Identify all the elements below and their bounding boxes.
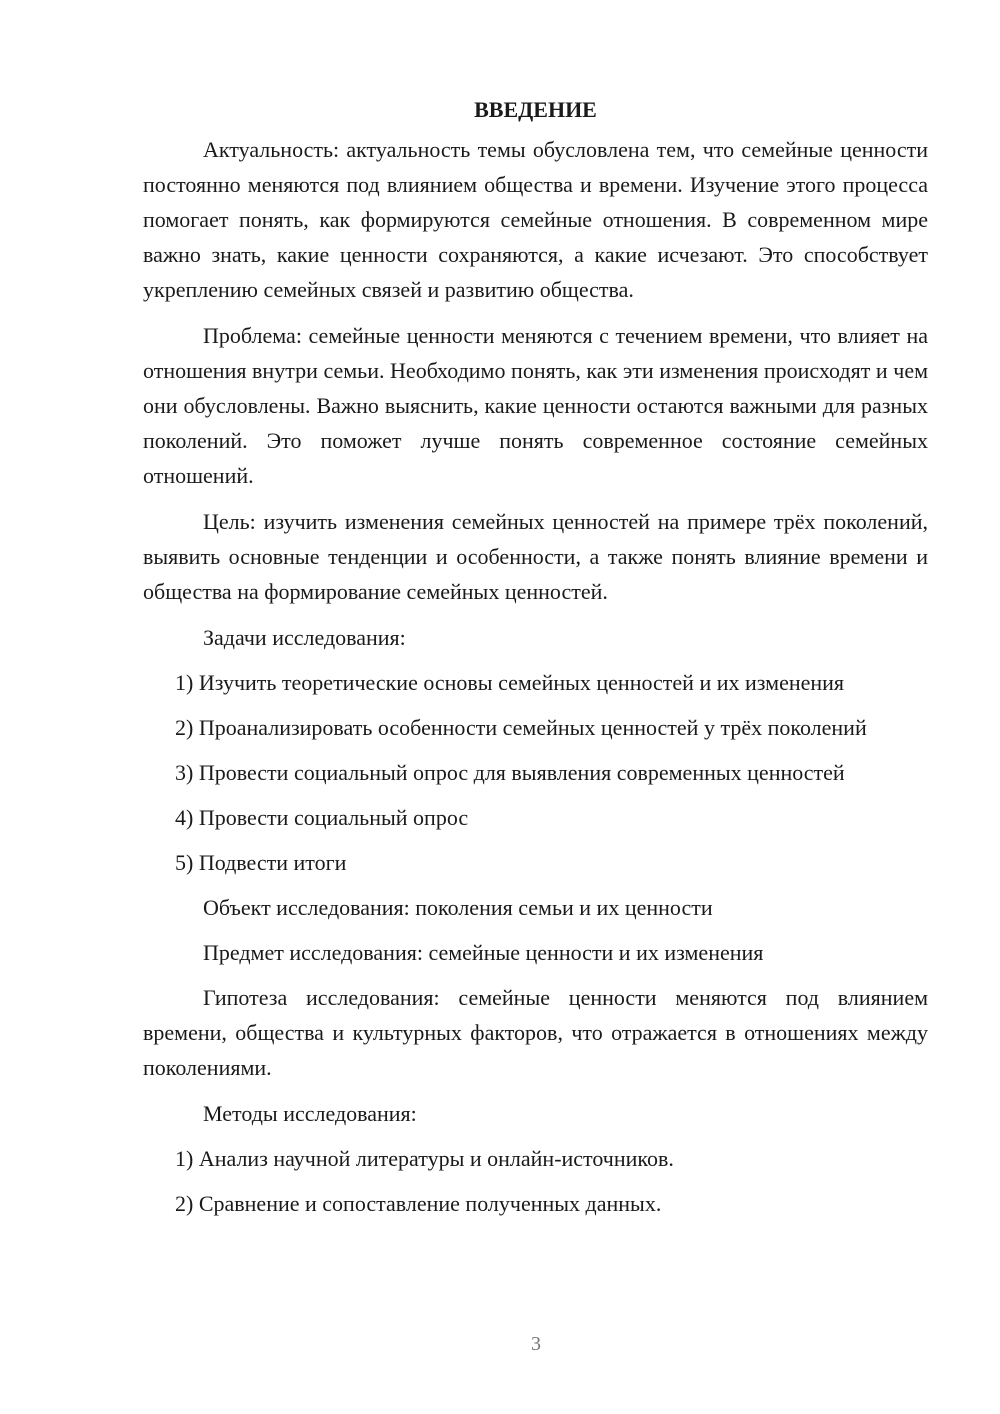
document-page (143, 92, 928, 1231)
task-item-1: 1) Изучить теоретические основы семейных ценностей и их изменения (175, 670, 845, 695)
research-subject: Предмет исследования: семейные ценности и их изменения (203, 940, 764, 965)
problem-paragraph: Проблема: семейные ценности меняются с течением времени, что влияет на отношения внутри семьи. Необходимо понять, как эти изменения происходят и чем они обусловлены. Важно выяснить, какие ценности остаются важными для разных поколений. Это поможет лучше понять современное состояние семейных отношений. (143, 323, 928, 488)
research-object: Объект исследования: поколения семьи и их ценности (203, 895, 713, 920)
task-item-5: 5) Подвести итоги (175, 850, 347, 875)
method-item-2: 2) Сравнение и сопоставление полученных данных. (175, 1191, 662, 1216)
method-item-1: 1) Анализ научной литературы и онлайн-источников. (175, 1146, 674, 1171)
methods-heading: Методы исследования: (203, 1101, 417, 1126)
task-item-4: 4) Провести социальный опрос (175, 805, 469, 830)
hypothesis-paragraph: Гипотеза исследования: семейные ценности меняются под влиянием времени, общества и культурных факторов, что отражается в отношениях между поколениями. (143, 985, 928, 1080)
task-item-3: 3) Провести социальный опрос для выявления современных ценностей (175, 760, 845, 785)
relevance-paragraph: Актуальность: актуальность темы обусловлена тем, что семейные ценности постоянно меняются под влиянием общества и времени. Изучение этого процесса помогает понять, как формируются семейные отношения. В современном мире важно знать, какие ценности сохраняются, а какие исчезают. Это способствует укреплению семейных связей и развитию общества. (143, 137, 928, 302)
task-item-2: 2) Проанализировать особенности семейных ценностей у трёх поколений (175, 715, 867, 740)
tasks-heading: Задачи исследования: (203, 625, 406, 650)
page-number: 3 (531, 1333, 541, 1355)
section-heading: ВВЕДЕНИЕ (474, 97, 597, 122)
goal-paragraph: Цель: изучить изменения семейных ценностей на примере трёх поколений, выявить основные тенденции и особенности, а также понять влияние времени и общества на формирование семейных ценностей. (143, 509, 928, 604)
